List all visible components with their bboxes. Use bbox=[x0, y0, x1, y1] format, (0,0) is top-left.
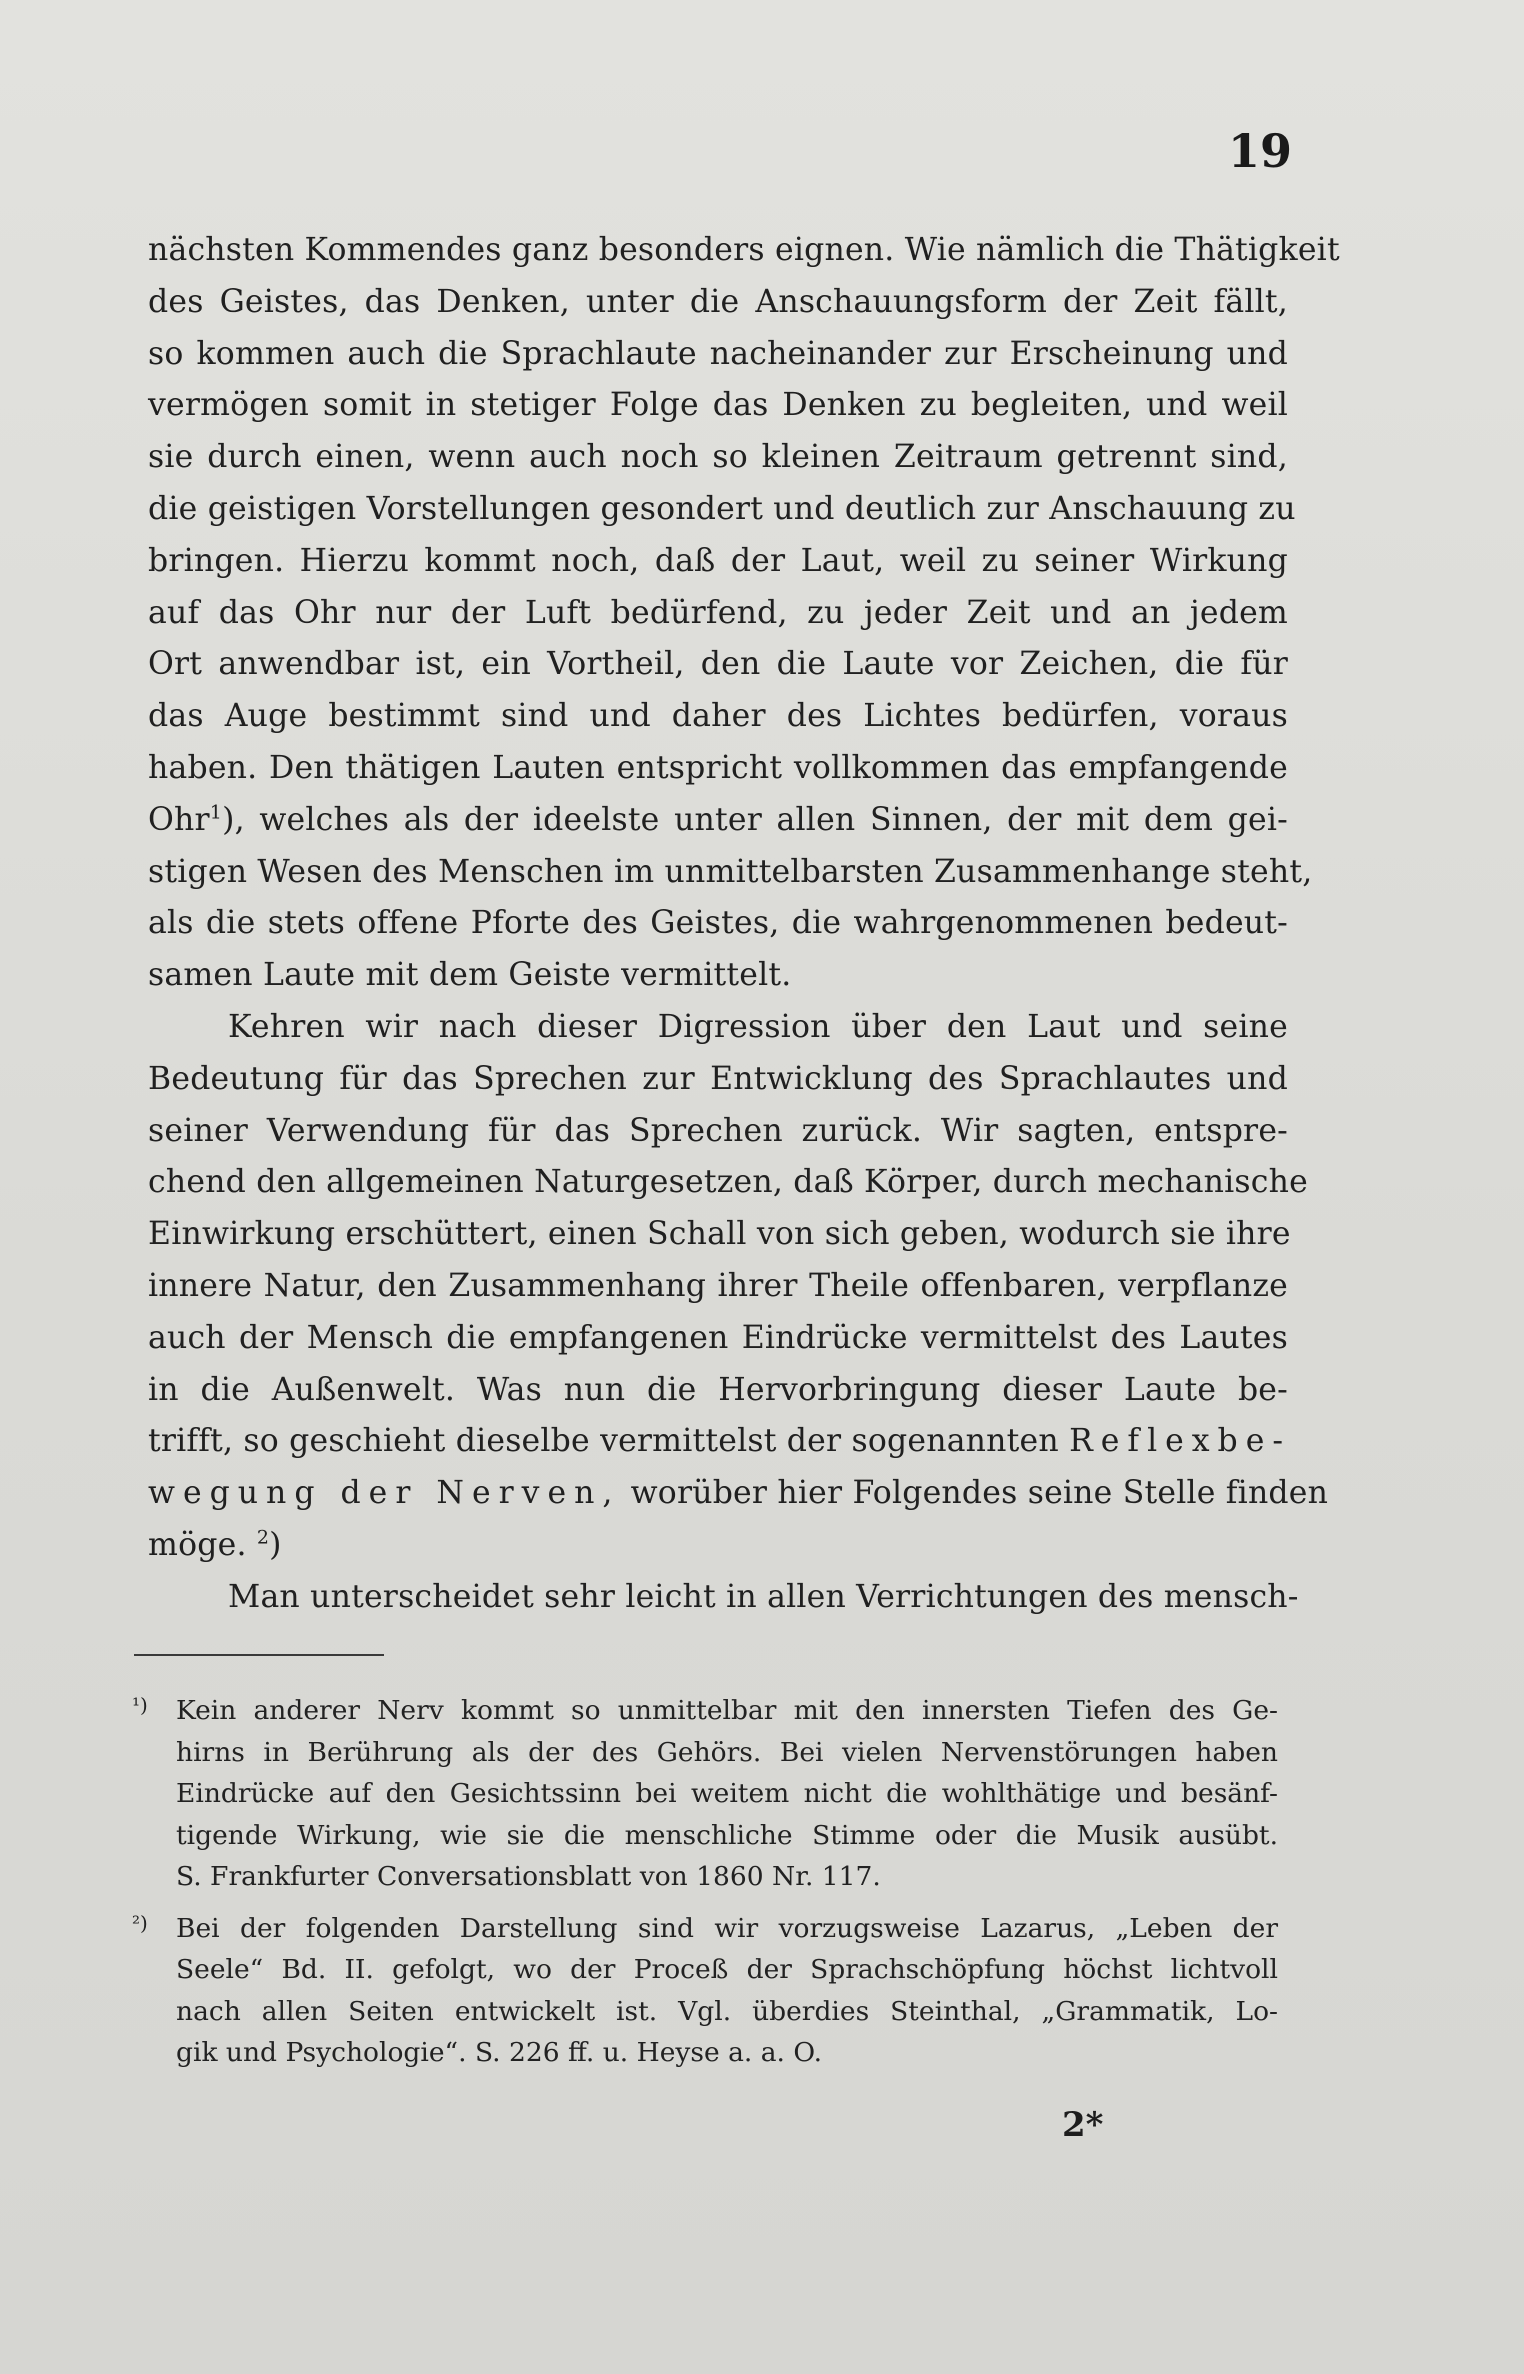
paragraph-start: Kehren wir nach dieser Digression über den Laut und seine bbox=[228, 1008, 1288, 1045]
signature-mark: 2* bbox=[1062, 2105, 1104, 2145]
moege-tail: ) bbox=[269, 1526, 282, 1563]
footnote-line: Eindrücke auf den Gesichtssinn bei weitem nicht die wohlthätige und besänf- bbox=[176, 1778, 1278, 1809]
body-line: haben. Den thätigen Lauten entspricht vollkommen das empfangende bbox=[148, 749, 1288, 786]
body-line-text: trifft, so geschieht dieselbe vermittelst der sogenannten bbox=[148, 1423, 1059, 1460]
body-line-nerven bbox=[148, 1468, 1329, 1520]
body-line: samen Laute mit dem Geiste vermittelt. bbox=[148, 957, 792, 994]
footnote-line: Kein anderer Nerv kommt so unmittelbar mit den innersten Tiefen des Ge- bbox=[176, 1695, 1278, 1726]
body-line: vermögen somit in stetiger Folge das Denken zu begleiten, und weil bbox=[148, 387, 1288, 424]
paragraph-start: Man unterscheidet sehr leicht in allen Verrichtungen des mensch- bbox=[228, 1578, 1299, 1615]
body-line: stigen Wesen des Menschen im unmittelbarsten Zusammenhange steht, bbox=[148, 853, 1313, 890]
body-line: Einwirkung erschüttert, einen Schall von sich geben, wodurch sie ihre bbox=[148, 1216, 1291, 1253]
footnote-line: gik und Psychologie“. S. 226 ff. u. Heyse a. a. O. bbox=[176, 2037, 823, 2068]
footnote-ref-2[interactable]: 2 bbox=[256, 1526, 270, 1549]
body-line: als die stets offene Pforte des Geistes, die wahrgenommenen bedeut- bbox=[148, 905, 1288, 942]
footnote-line: hirns in Berührung als der des Gehörs. Bei vielen Nervenstörungen haben bbox=[176, 1736, 1278, 1768]
footnote-line: nach allen Seiten entwickelt ist. Vgl. überdies Steinthal, „Grammatik, Lo- bbox=[176, 1995, 1278, 2027]
footnote-divider bbox=[134, 1654, 384, 1656]
page-number: 19 bbox=[1227, 124, 1292, 178]
body-line-reflex bbox=[148, 1416, 1292, 1468]
body-line-moege bbox=[148, 1520, 1288, 1572]
emphasis-nerven: wegung der Nerven, bbox=[148, 1475, 621, 1512]
body-line: sie durch einen, wenn auch noch so kleinen Zeitraum getrennt sind, bbox=[148, 439, 1288, 476]
body-line: Ort anwendbar ist, ein Vortheil, den die Laute vor Zeichen, die für bbox=[148, 646, 1288, 683]
body-line-text: möge. bbox=[148, 1526, 247, 1563]
body-line: bringen. Hierzu kommt noch, daß der Laut, weil zu seiner Wirkung bbox=[148, 542, 1288, 579]
emphasis-reflex: Reflexbe- bbox=[1069, 1423, 1292, 1460]
footnotes bbox=[132, 1690, 1278, 2074]
body-line: Bedeutung für das Sprechen zur Entwicklung des Sprachlautes und bbox=[148, 1060, 1288, 1097]
ohr-word: Ohr bbox=[148, 801, 210, 838]
footnote-line: S. Frankfurter Conversationsblatt von 1860 Nr. 117. bbox=[176, 1861, 881, 1892]
body-line: chend den allgemeinen Naturgesetzen, daß Körper, durch mechanische bbox=[148, 1164, 1308, 1201]
footnote-gap bbox=[132, 1898, 1278, 1908]
footnote-marker: ²) bbox=[132, 1910, 148, 1935]
footnote-marker: ¹) bbox=[132, 1693, 148, 1717]
body-line-text: welches als der ideelste unter allen Sinnen, der mit dem gei- bbox=[259, 801, 1288, 838]
body-line: seiner Verwendung für das Sprechen zurück. Wir sagten, entspre- bbox=[148, 1112, 1288, 1149]
body-line: auf das Ohr nur der Luft bedürfend, zu jeder Zeit und an jedem bbox=[148, 594, 1288, 631]
footnote-ref-1[interactable]: 1 bbox=[209, 801, 223, 824]
body-line: die geistigen Vorstellungen gesondert und deutlich zur Anschauung zu bbox=[148, 490, 1296, 527]
footnote-1 bbox=[132, 1690, 1278, 1732]
body-line: in die Außenwelt. Was nun die Hervorbringung dieser Laute be- bbox=[148, 1371, 1288, 1408]
body-line: innere Natur, den Zusammenhang ihrer Theile offenbaren, verpflanze bbox=[148, 1267, 1288, 1304]
body-text bbox=[148, 225, 1340, 1624]
body-line: des Geistes, das Denken, unter die Anschauungsform der Zeit fällt, bbox=[148, 283, 1288, 320]
ohr-tail: ), bbox=[222, 801, 245, 838]
footnote-line: Bei der folgenden Darstellung sind wir vorzugsweise Lazarus, „Leben der bbox=[176, 1912, 1278, 1944]
body-line-text: worüber hier Folgendes seine Stelle finden bbox=[630, 1475, 1329, 1512]
body-line: auch der Mensch die empfangenen Eindrücke vermittelst des Lautes bbox=[148, 1319, 1288, 1356]
body-line-ohr bbox=[148, 795, 1288, 847]
body-line: nächsten Kommendes ganz besonders eignen. Wie nämlich die Thätigkeit bbox=[148, 232, 1340, 268]
footnote-2 bbox=[132, 1908, 1278, 1950]
footnote-line: Seele“ Bd. II. gefolgt, wo der Proceß der Sprachschöpfung höchst lichtvoll bbox=[176, 1954, 1278, 1985]
body-line: das Auge bestimmt sind und daher des Lichtes bedürfen, voraus bbox=[148, 698, 1288, 735]
footnote-line: tigende Wirkung, wie sie die menschliche Stimme oder die Musik ausübt. bbox=[176, 1819, 1278, 1851]
body-line: so kommen auch die Sprachlaute nacheinander zur Erscheinung und bbox=[148, 335, 1288, 372]
